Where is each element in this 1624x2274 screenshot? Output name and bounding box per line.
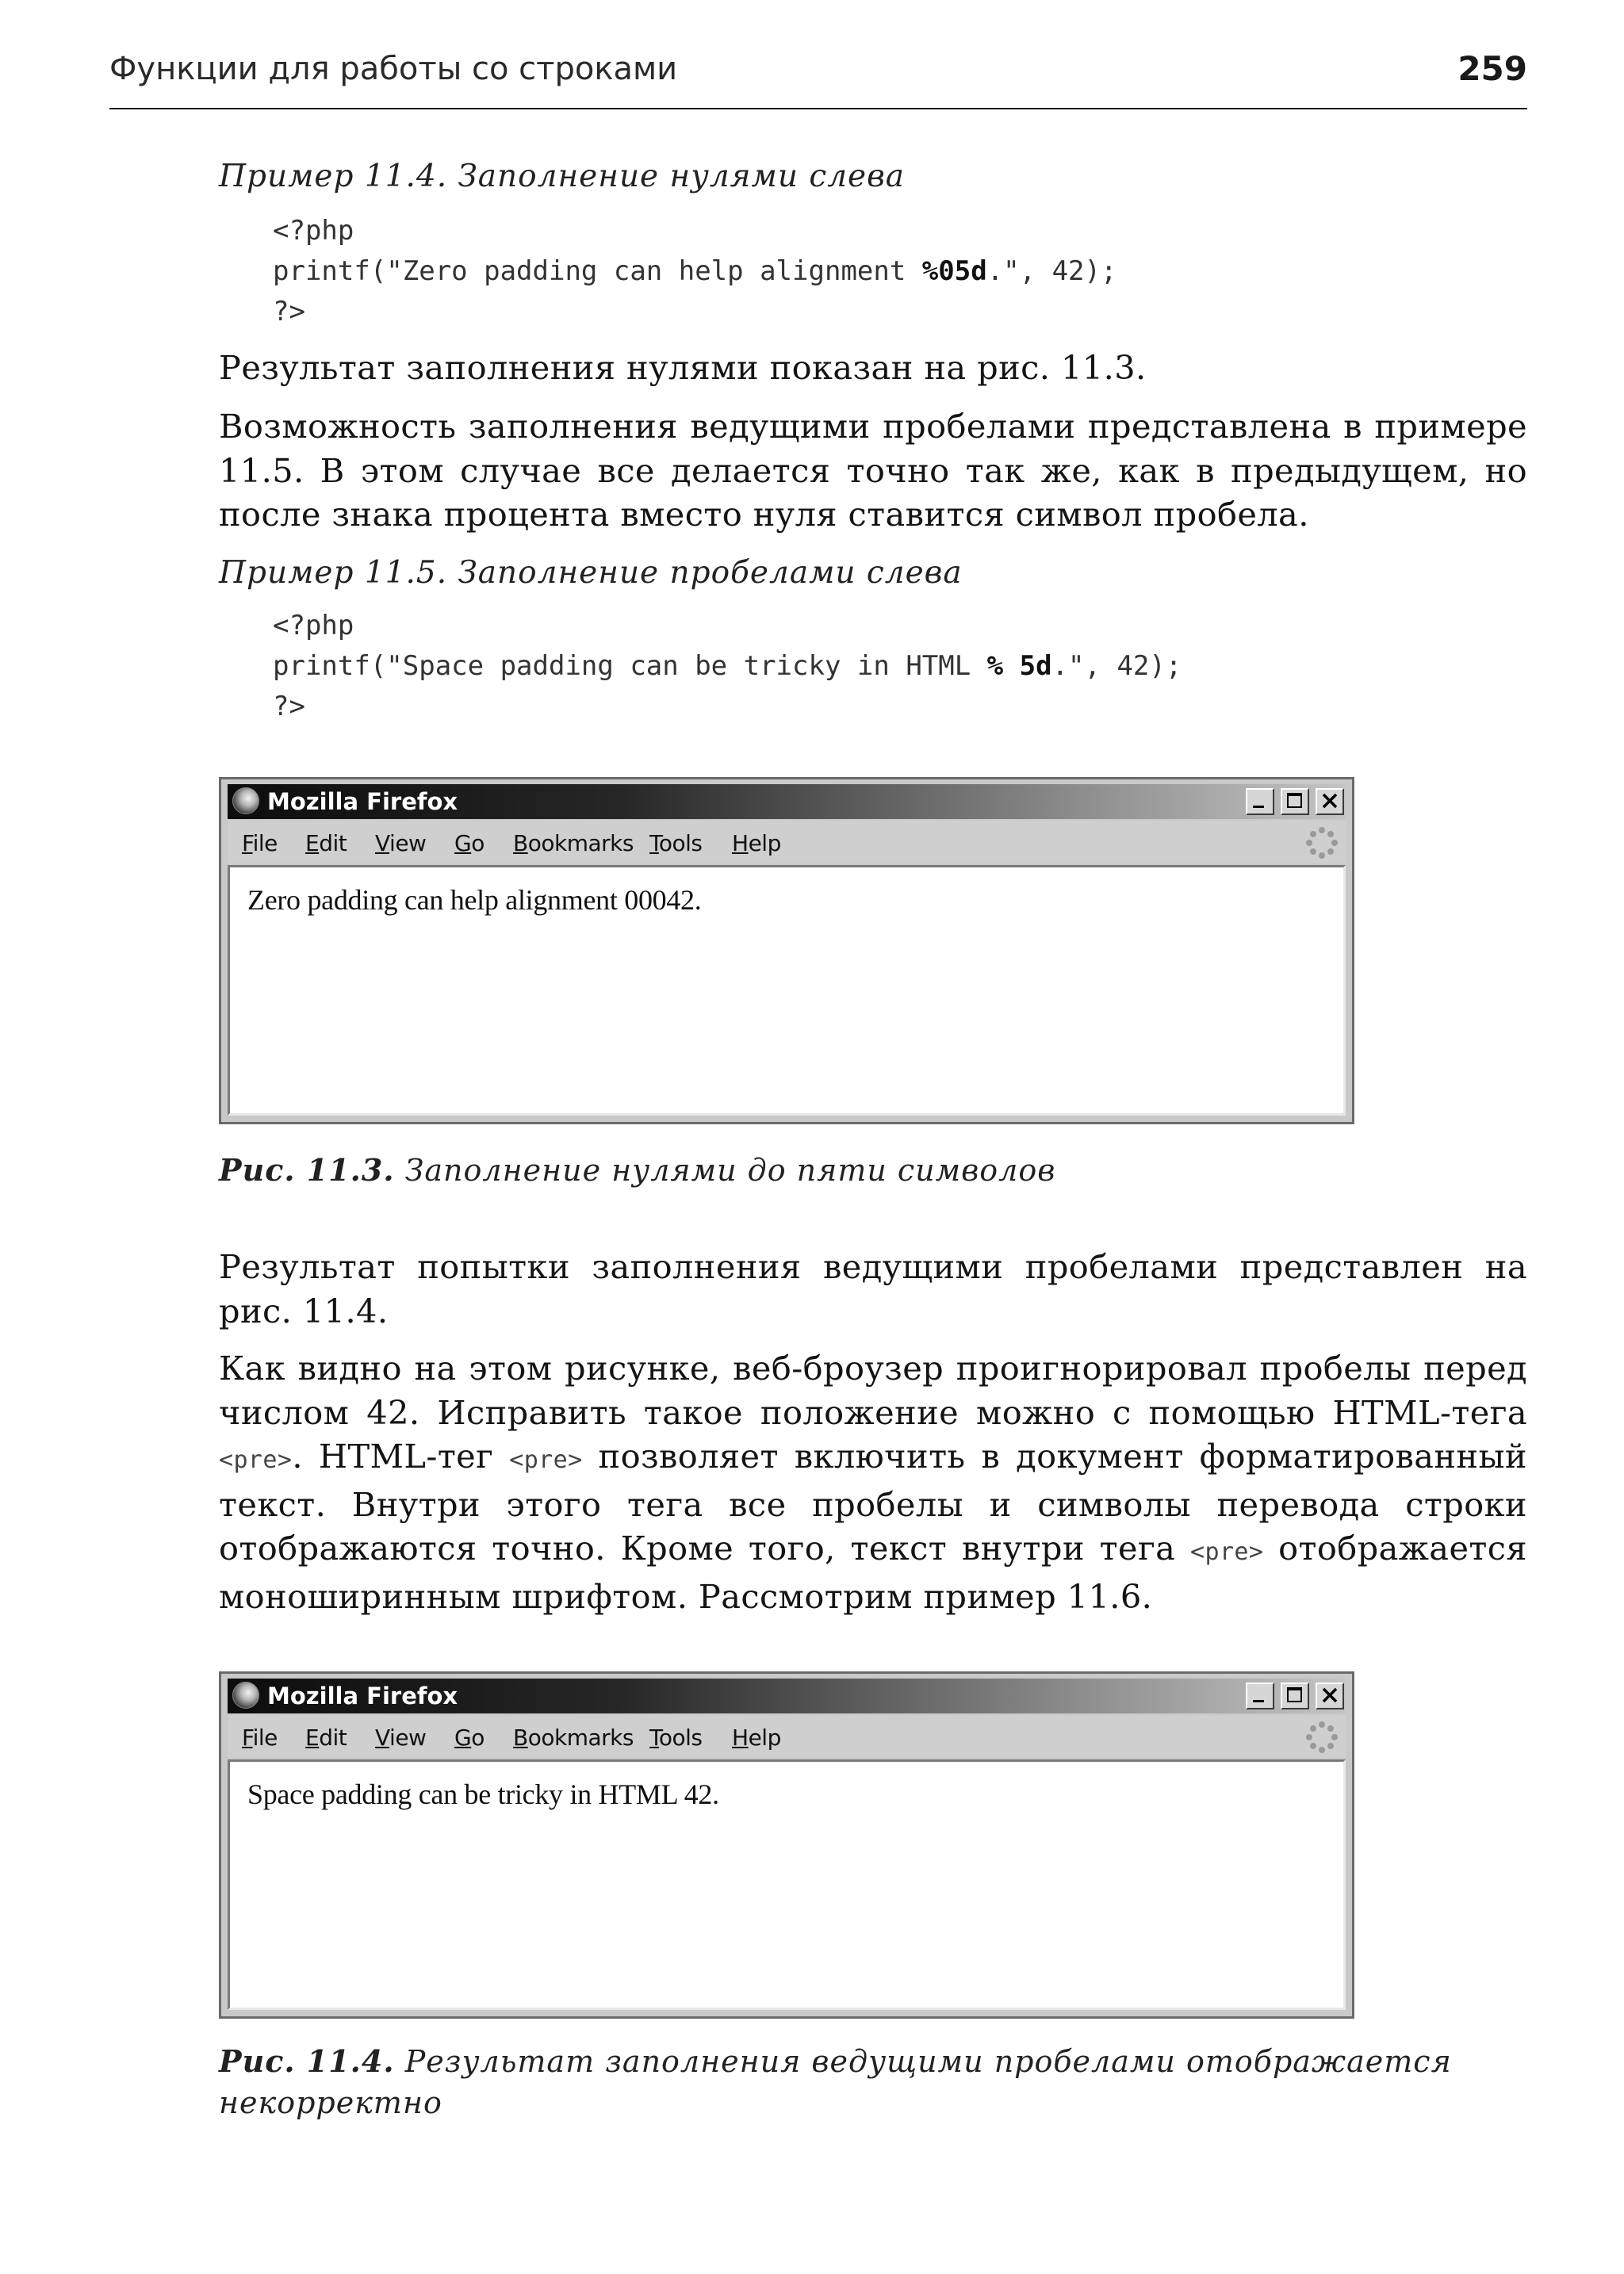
throbber-icon — [1304, 825, 1339, 860]
example-11-5-caption: Пример 11.5. Заполнение пробелами слева — [219, 555, 963, 591]
window-titlebar — [228, 784, 1346, 819]
menu-tools[interactable]: Tools — [649, 830, 703, 856]
menu-edit[interactable]: Edit — [305, 830, 347, 856]
code-line — [273, 650, 1182, 682]
menu-view[interactable]: View — [375, 1725, 427, 1751]
menu-go[interactable]: Go — [454, 1725, 485, 1751]
menu-accesskey: G — [454, 1725, 472, 1751]
rendered-output: Space padding can be tricky in HTML 42. — [247, 1778, 719, 1810]
html-tag: <pre> — [509, 1446, 583, 1474]
figure-11-4-caption — [219, 2041, 1503, 2123]
figure-11-3-caption — [219, 1150, 1527, 1191]
code-text: printf("Space padding can be tricky in HTML — [273, 650, 987, 682]
menu-accesskey: G — [454, 830, 472, 856]
firefox-logo-icon — [232, 1682, 259, 1709]
chapter-title: Функции для работы со строками — [109, 51, 678, 87]
menu-accesskey: T — [649, 830, 659, 856]
browser-window-figure-11-3 — [219, 777, 1354, 1124]
menu-accesskey: E — [305, 1725, 320, 1751]
text: позволяет включить в документ форматированный текст. Внутри этого тега все пробелы и символы перевода строки отображаются точно. Кроме того, текст внутри тега — [219, 1437, 1527, 1568]
menu-bar — [228, 1715, 1346, 1758]
html-tag: <pre> — [1190, 1538, 1264, 1566]
menu-bookmarks[interactable]: Bookmarks — [513, 1725, 634, 1751]
window-controls — [1243, 788, 1344, 815]
menu-help[interactable]: Help — [732, 830, 781, 856]
close-icon[interactable] — [1316, 1683, 1344, 1709]
running-header — [109, 44, 1527, 109]
window-controls — [1243, 1683, 1344, 1709]
menu-file[interactable]: File — [242, 830, 278, 856]
menu-accesskey: F — [242, 1725, 253, 1751]
window-title: Mozilla Firefox — [267, 788, 458, 815]
menu-tools[interactable]: Tools — [649, 1725, 703, 1751]
menu-accesskey: F — [242, 830, 253, 856]
maximize-icon[interactable] — [1281, 1683, 1309, 1709]
throbber-icon — [1304, 1720, 1339, 1755]
menu-go[interactable]: Go — [454, 830, 485, 856]
text: отображается моноширинным шрифтом. Рассмотрим пример 11.6. — [219, 1529, 1527, 1616]
example-11-5-code — [273, 606, 1182, 727]
text: Как видно на этом рисунке, веб-броузер проигнорировал пробелы перед числом 42. Исправить такое положение можно с помощью HTML-тега — [219, 1349, 1527, 1432]
menu-edit[interactable]: Edit — [305, 1725, 347, 1751]
code-line: <?php — [273, 610, 354, 641]
minimize-icon[interactable] — [1246, 788, 1274, 815]
window-titlebar — [228, 1679, 1346, 1713]
format-specifier: % 5d — [986, 650, 1052, 682]
menu-file[interactable]: File — [242, 1725, 278, 1751]
close-icon[interactable] — [1316, 788, 1344, 815]
code-text: .", 42); — [1051, 650, 1182, 682]
code-line — [273, 255, 1116, 287]
menu-accesskey: V — [375, 1725, 390, 1751]
menu-bar — [228, 821, 1346, 863]
menu-accesskey: H — [732, 1725, 749, 1751]
paragraph-leading-spaces: Возможность заполнения ведущими пробелами представлена в примере 11.5. В этом случае все делается точно так же, как в предыдущем, но после знака процента вместо нуля ставится символ пробела. — [219, 407, 1527, 534]
code-text: printf("Zero padding can help alignment — [273, 255, 922, 287]
menu-accesskey: H — [732, 830, 749, 856]
text: . HTML-тег — [292, 1437, 510, 1476]
minimize-icon[interactable] — [1246, 1683, 1274, 1709]
browser-window-figure-11-4 — [219, 1671, 1354, 2019]
maximize-icon[interactable] — [1281, 788, 1309, 815]
code-text: .", 42); — [986, 255, 1117, 287]
browser-viewport — [228, 865, 1346, 1116]
figure-label: Рис. 11.3. — [219, 1152, 395, 1188]
menu-help[interactable]: Help — [732, 1725, 781, 1751]
paragraph-result-spaces: Результат попытки заполнения ведущими пробелами представлен на рис. 11.4. — [219, 1247, 1527, 1330]
menu-view[interactable]: View — [375, 830, 427, 856]
figure-label: Рис. 11.4. — [219, 2043, 395, 2079]
figure-caption-text: Результат заполнения ведущими пробелами отображается некорректно — [219, 2044, 1452, 2120]
paragraph-pre-tag — [219, 1346, 1527, 1618]
example-11-4-code — [273, 211, 1116, 332]
window-title: Mozilla Firefox — [267, 1683, 458, 1709]
example-11-4-caption: Пример 11.4. Заполнение нулями слева — [219, 159, 906, 194]
paragraph-result-zero: Результат заполнения нулями показан на рис. 11.3. — [219, 348, 1147, 387]
menu-accesskey: V — [375, 830, 390, 856]
page-number: 259 — [1457, 49, 1527, 88]
rendered-output: Zero padding can help alignment 00042. — [247, 884, 702, 916]
menu-accesskey: T — [649, 1725, 659, 1751]
firefox-logo-icon — [232, 787, 259, 814]
code-line: <?php — [273, 215, 354, 247]
figure-caption-text: Заполнение нулями до пяти символов — [404, 1153, 1056, 1188]
code-line: ?> — [273, 691, 305, 722]
menu-bookmarks[interactable]: Bookmarks — [513, 830, 634, 856]
format-specifier: %05d — [921, 255, 987, 287]
menu-accesskey: E — [305, 830, 320, 856]
code-line: ?> — [273, 296, 305, 327]
browser-viewport — [228, 1759, 1346, 2010]
menu-accesskey: B — [513, 1725, 528, 1751]
menu-accesskey: B — [513, 830, 528, 856]
html-tag: <pre> — [219, 1446, 293, 1474]
